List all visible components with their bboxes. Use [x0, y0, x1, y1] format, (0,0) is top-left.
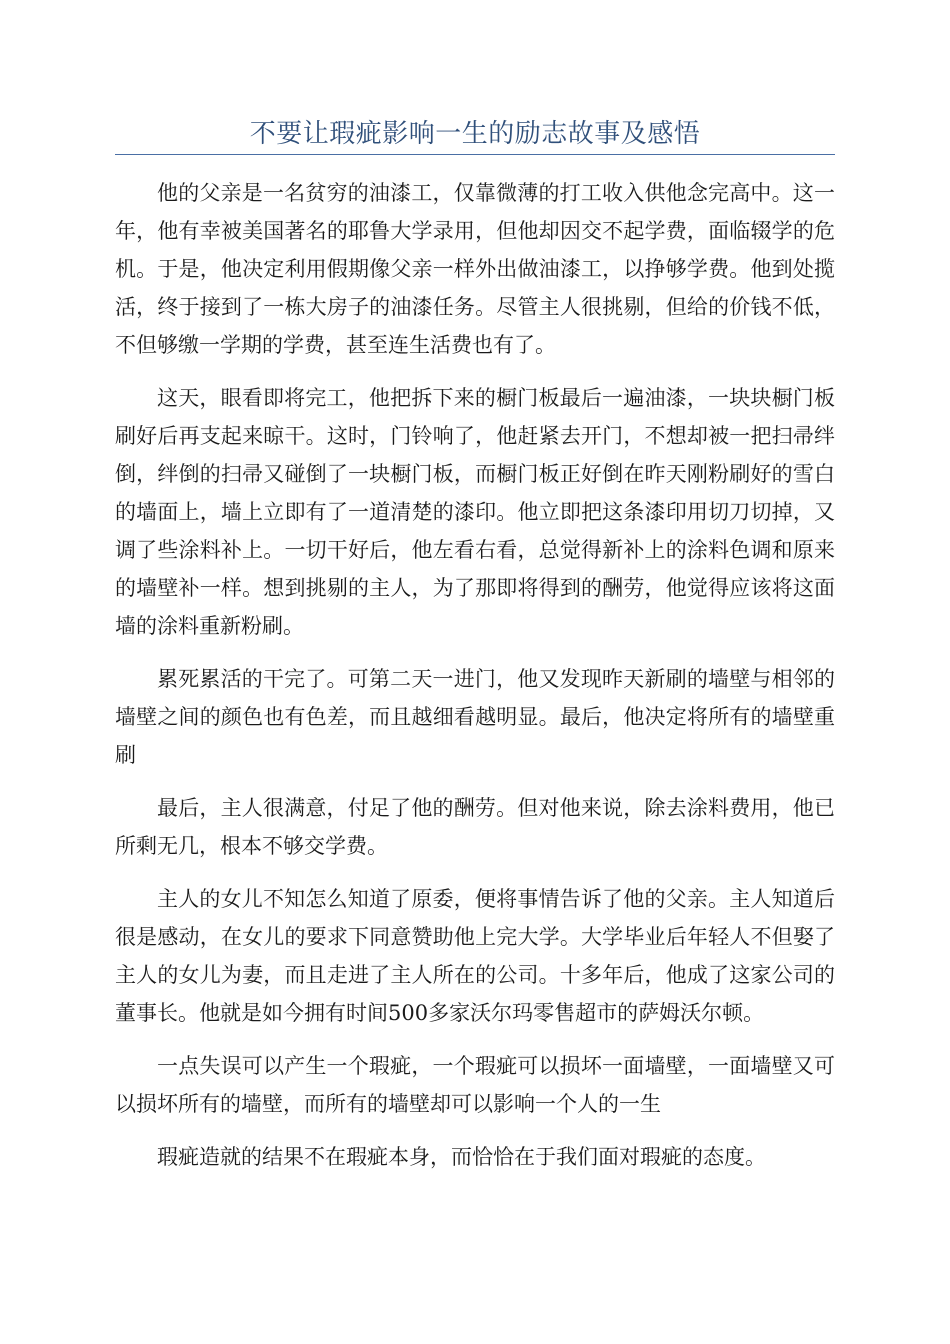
paragraph-2: 这天，眼看即将完工，他把拆下来的橱门板最后一遍油漆，一块块橱门板刷好后再支起来晾干。这时，门铃响了，他赶紧去开门，不想却被一把扫帚绊倒，绊倒的扫帚又碰倒了一块橱门板，而橱门板正好倒在昨天刚粉刷好的雪白的墙面上，墙上立即有了一道清楚的漆印。他立即把这条漆印用切刀切掉，又调了些涂料补上。一切干好后，他左看右看，总觉得新补上的涂料色调和原来的墙壁补一样。想到挑剔的主人，为了那即将得到的酬劳，他觉得应该将这面墙的涂料重新粉刷。: [115, 386, 835, 638]
title-underline: [115, 154, 835, 155]
paragraph-7: 瑕疵造就的结果不在瑕疵本身，而恰恰在于我们面对瑕疵的态度。: [157, 1145, 766, 1169]
paragraph-1: 他的父亲是一名贫穷的油漆工，仅靠微薄的打工收入供他念完高中。这一年，他有幸被美国著名的耶鲁大学录用，但他却因交不起学费，面临辍学的危机。于是，他决定利用假期像父亲一样外出做油漆工，以挣够学费。他到处揽活，终于接到了一栋大房子的油漆任务。尽管主人很挑剔，但给的价钱不低，不但够缴一学期的学费，甚至连生活费也有了。: [115, 181, 835, 357]
paragraph-6: 一点失误可以产生一个瑕疵，一个瑕疵可以损坏一面墙壁，一面墙壁又可以损坏所有的墙壁，而所有的墙壁却可以影响一个人的一生: [115, 1054, 835, 1116]
paragraph-3: 累死累活的干完了。可第二天一进门，他又发现昨天新刷的墙壁与相邻的墙壁之间的颜色也有色差，而且越细看越明显。最后，他决定将所有的墙壁重刷: [115, 667, 835, 767]
paragraph-4: 最后，主人很满意，付足了他的酬劳。但对他来说，除去涂料费用，他已所剩无几，根本不够交学费。: [115, 796, 835, 858]
paragraph-5: 主人的女儿不知怎么知道了原委，便将事情告诉了他的父亲。主人知道后很是感动，在女儿的要求下同意赞助他上完大学。大学毕业后年轻人不但娶了主人的女儿为妻，而且走进了主人所在的公司。十多年后，他成了这家公司的董事长。他就是如今拥有时间500多家沃尔玛零售超市的萨姆沃尔顿。: [115, 887, 835, 1025]
article-body: [115, 174, 835, 1191]
page-title: 不要让瑕疵影响一生的励志故事及感悟: [249, 119, 701, 149]
